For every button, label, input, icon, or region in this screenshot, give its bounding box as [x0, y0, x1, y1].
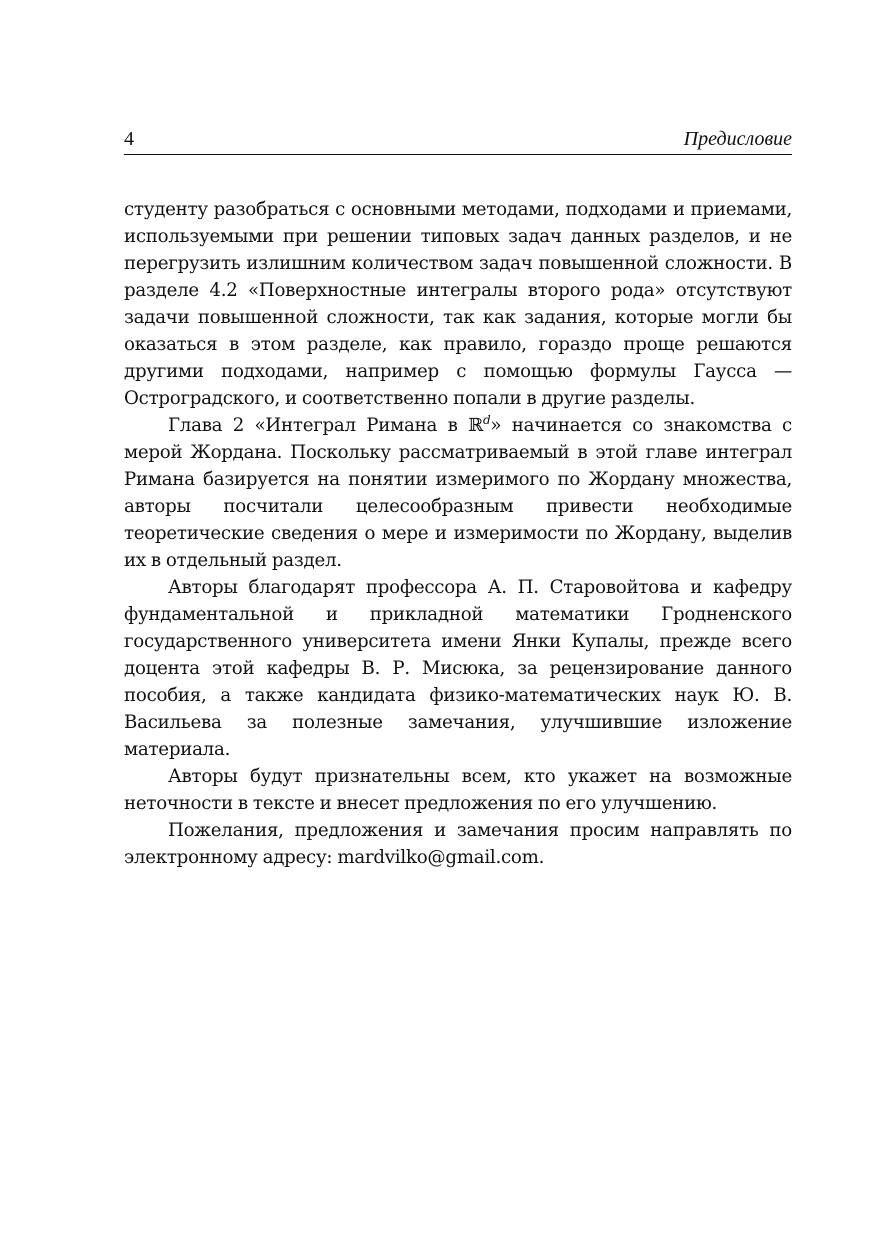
math-real-space	[468, 415, 490, 436]
paragraph-contact: Пожелания, предложения и замечания просим направлять по электронному адресу: mardvilko@gmail.com.	[124, 820, 792, 868]
paragraph-continuation: студенту разобраться с основными методами, подходами и приемами, используемыми при решении типовых задач данных разделов, и не перегрузить излишним количеством задач повышенной сложности. В разделе 4.2 «Поверхностные интегралы второго рода» отсутствуют задачи повышенной сложности, так как задания, которые могли бы оказаться в этом разделе, как правило, гораздо проще решаются другими подходами, например с помощью формулы Гаусса — Остроградского, и соответственно попали в другие разделы.	[124, 199, 792, 409]
paragraph-text-end: » начинается со знакомства с мерой Жордана. Поскольку рассматриваемый в этой главе интеграл Римана базируется на понятии измеримого по Жордану множества, авторы посчитали целесообразным привести необходимые теоретические сведения о мере и измеримости по Жордану, выделив их в отдельный раздел.	[124, 415, 792, 571]
chapter-title: Предисловие	[683, 128, 792, 150]
page-number: 4	[124, 128, 134, 150]
paragraph-text-start: Глава 2 «Интеграл Римана в	[168, 415, 469, 436]
math-exponent-d: d	[482, 413, 491, 427]
body-text	[124, 196, 792, 871]
paragraph-acknowledgements: Авторы благодарят профессора А. П. Старовойтова и кафедру фундаментальной и прикладной математики Гродненского государственного университета имени Янки Купалы, прежде всего доцента этой кафедры В. Р. Мисюка, за рецензирование данного пособия, а также кандидата физико-математических наук Ю. В. Васильева за полезные замечания, улучшившие изложение материала.	[124, 577, 792, 760]
paragraph-chapter-2	[124, 412, 792, 574]
math-symbol-r: ℝ	[468, 415, 483, 436]
running-head	[124, 128, 792, 155]
paragraph-gratitude: Авторы будут признательны всем, кто укажет на возможные неточности в тексте и внесет предложения по его улучшению.	[124, 766, 792, 814]
